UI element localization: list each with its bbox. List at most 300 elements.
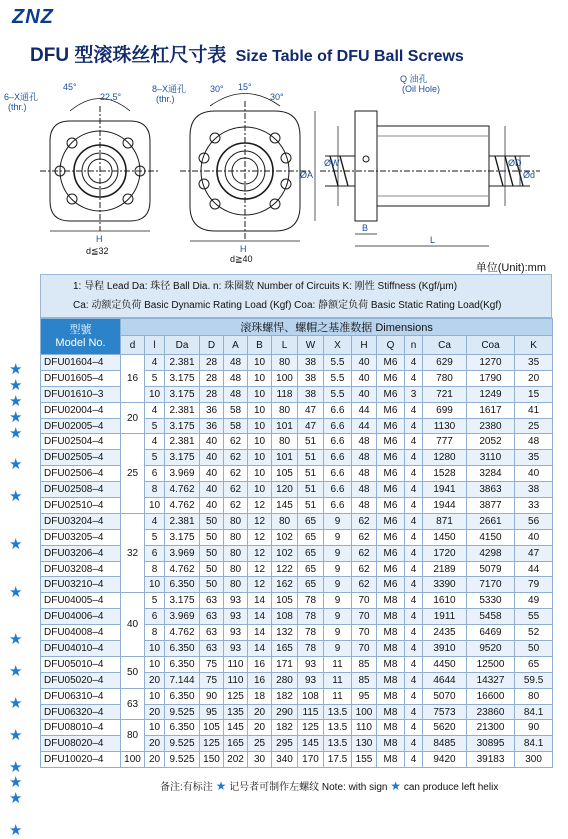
table-cell: 8 <box>145 561 165 577</box>
table-cell: 50 <box>200 577 224 593</box>
diameter-cell: 50 <box>121 656 145 688</box>
footer-text-2: 记号者可制作左螺纹 Note: with sign <box>229 782 388 793</box>
table-cell: M8 <box>377 672 405 688</box>
column-header-d: D <box>200 336 224 355</box>
table-cell: 3.969 <box>165 545 200 561</box>
table-row <box>41 752 553 768</box>
table-cell: 6.350 <box>165 641 200 657</box>
table-cell: 90 <box>200 688 224 704</box>
table-cell: 80 <box>224 545 248 561</box>
table-cell: M6 <box>377 513 405 529</box>
left-angle-1: 45° <box>63 82 77 92</box>
table-cell: 49 <box>515 593 553 609</box>
table-cell: 4 <box>145 402 165 418</box>
table-cell: M8 <box>377 720 405 736</box>
table-cell: 51 <box>298 434 324 450</box>
table-row <box>41 498 553 514</box>
diameter-cell: 16 <box>121 355 145 403</box>
table-cell: 7170 <box>467 577 515 593</box>
table-cell: 9 <box>324 545 352 561</box>
column-header-l: l <box>145 336 165 355</box>
table-cell: 40 <box>515 466 553 482</box>
left-d-label: d≦32 <box>86 246 109 256</box>
table-cell: 18 <box>248 688 272 704</box>
table-cell: 145 <box>298 736 324 752</box>
table-cell: 48 <box>224 355 248 371</box>
table-cell: 9 <box>324 577 352 593</box>
star-icon: ★ <box>9 408 23 426</box>
table-cell: 10 <box>145 656 165 672</box>
table-cell: 11 <box>324 672 352 688</box>
table-cell: M6 <box>377 418 405 434</box>
table-cell: 105 <box>200 720 224 736</box>
table-cell: 75 <box>200 672 224 688</box>
table-cell: 122 <box>272 561 298 577</box>
table-cell: 80 <box>272 402 298 418</box>
table-cell: 20 <box>248 720 272 736</box>
table-cell: 125 <box>200 736 224 752</box>
column-header-l: L <box>272 336 298 355</box>
table-cell: 699 <box>423 402 467 418</box>
model-cell: DFU05010–4 <box>41 656 121 672</box>
table-cell: 4 <box>405 498 423 514</box>
table-cell: 108 <box>272 609 298 625</box>
table-row <box>41 545 553 561</box>
table-cell: 8485 <box>423 736 467 752</box>
table-cell: 4 <box>405 434 423 450</box>
table-cell: 93 <box>298 672 324 688</box>
left-h-label: H <box>96 234 103 244</box>
table-cell: 5330 <box>467 593 515 609</box>
table-cell: 1720 <box>423 545 467 561</box>
table-cell: 120 <box>272 482 298 498</box>
table-cell: 14 <box>248 593 272 609</box>
table-cell: 2189 <box>423 561 467 577</box>
table-row <box>41 704 553 720</box>
diameter-cell: 20 <box>121 402 145 434</box>
table-cell: 63 <box>200 609 224 625</box>
mid-angle-3: 30° <box>270 92 284 102</box>
table-cell: 36 <box>200 418 224 434</box>
table-cell: 4 <box>405 466 423 482</box>
table-cell: 1270 <box>467 355 515 371</box>
table-cell: 4.762 <box>165 482 200 498</box>
table-cell: 1610 <box>423 593 467 609</box>
table-cell: 13.5 <box>324 704 352 720</box>
table-cell: 25 <box>515 418 553 434</box>
legend-box <box>40 274 552 318</box>
model-cell: DFU08010–4 <box>41 720 121 736</box>
title-en: Size Table of DFU Ball Screws <box>235 48 464 65</box>
table-cell: 12 <box>248 498 272 514</box>
star-icon: ★ <box>9 774 23 792</box>
table-cell: 4 <box>405 529 423 545</box>
table-cell: 171 <box>272 656 298 672</box>
table-cell: 21300 <box>467 720 515 736</box>
table-cell: M6 <box>377 577 405 593</box>
column-header-h: H <box>352 336 377 355</box>
table-row <box>41 355 553 371</box>
left-flange-view <box>40 99 160 232</box>
table-cell: 95 <box>352 688 377 704</box>
star-icon: ★ <box>9 663 23 681</box>
table-cell: 4 <box>405 418 423 434</box>
table-cell: 6.6 <box>324 402 352 418</box>
table-cell: 41 <box>515 402 553 418</box>
table-cell: 629 <box>423 355 467 371</box>
table-cell: 5 <box>145 370 165 386</box>
table-cell: 62 <box>224 434 248 450</box>
table-cell: 2380 <box>467 418 515 434</box>
table-cell: 3863 <box>467 482 515 498</box>
table-cell: 4644 <box>423 672 467 688</box>
column-header-a: A <box>224 336 248 355</box>
star-icon: ★ <box>9 361 23 378</box>
footer-star-icon: ★ <box>215 779 227 793</box>
table-cell: 5.5 <box>324 370 352 386</box>
table-cell: 44 <box>515 561 553 577</box>
table-cell: 80 <box>515 688 553 704</box>
model-cell: DFU03208–4 <box>41 561 121 577</box>
table-cell: M8 <box>377 752 405 768</box>
table-cell: 5458 <box>467 609 515 625</box>
table-cell: 65 <box>298 545 324 561</box>
model-cell: DFU10020–4 <box>41 752 121 768</box>
column-header-ca: Ca <box>423 336 467 355</box>
column-header-x: X <box>324 336 352 355</box>
table-cell: 8 <box>145 482 165 498</box>
model-cell: DFU01610–3 <box>41 386 121 402</box>
table-cell: 125 <box>298 720 324 736</box>
table-cell: 4 <box>405 609 423 625</box>
table-cell: 51 <box>298 498 324 514</box>
table-cell: 11 <box>324 688 352 704</box>
table-cell: 4.762 <box>165 561 200 577</box>
table-cell: 65 <box>298 529 324 545</box>
table-cell: 132 <box>272 625 298 641</box>
table-cell: 6.350 <box>165 688 200 704</box>
table-cell: 9.525 <box>165 752 200 768</box>
table-cell: 20 <box>248 704 272 720</box>
table-cell: 9420 <box>423 752 467 768</box>
table-cell: 2.381 <box>165 513 200 529</box>
table-cell: 16600 <box>467 688 515 704</box>
table-cell: 65 <box>298 561 324 577</box>
diameter-cell: 40 <box>121 593 145 657</box>
table-cell: 6 <box>145 466 165 482</box>
table-cell: M6 <box>377 529 405 545</box>
table-cell: 40 <box>200 434 224 450</box>
table-cell: 62 <box>352 577 377 593</box>
table-cell: 70 <box>352 609 377 625</box>
table-cell: M8 <box>377 704 405 720</box>
table-cell: 93 <box>298 656 324 672</box>
dim-a-label: ØA <box>300 170 314 180</box>
table-cell: 30 <box>248 752 272 768</box>
model-cell: DFU02504–4 <box>41 434 121 450</box>
column-header-w: W <box>298 336 324 355</box>
table-cell: 10 <box>248 466 272 482</box>
dim-w-label: ØW <box>324 158 340 168</box>
legend-line-2: Ca: 动额定负荷 Basic Dynamic Rating Load (Kgf) Coa: 静额定负荷 Basic Static Rating Load(Kgf) <box>73 300 502 311</box>
oil-hole-label: Q 油孔 <box>400 74 428 84</box>
table-cell: 290 <box>272 704 298 720</box>
model-header-en: Model No. <box>55 336 106 349</box>
table-cell: 155 <box>352 752 377 768</box>
table-row <box>41 625 553 641</box>
star-icon: ★ <box>9 456 23 474</box>
dim-l-label: L <box>430 235 436 245</box>
star-icon: ★ <box>9 790 23 808</box>
table-cell: 4.762 <box>165 498 200 514</box>
table-cell: 10 <box>248 482 272 498</box>
table-cell: 871 <box>423 513 467 529</box>
table-cell: 79 <box>515 577 553 593</box>
unit-label: 单位(Unit):mm <box>475 262 546 274</box>
table-cell: 108 <box>298 688 324 704</box>
table-cell: 40 <box>200 450 224 466</box>
table-cell: 40 <box>515 529 553 545</box>
mid-h-label: H <box>240 244 247 254</box>
diameter-cell: 100 <box>121 752 145 768</box>
footer-text-3: can produce left helix <box>403 782 499 793</box>
table-cell: 1249 <box>467 386 515 402</box>
table-cell: 4 <box>405 593 423 609</box>
table-cell: 38 <box>515 482 553 498</box>
table-row <box>41 418 553 434</box>
table-cell: 62 <box>352 545 377 561</box>
mid-hole-en: (thr.) <box>156 94 175 104</box>
table-row <box>41 609 553 625</box>
table-cell: 6.6 <box>324 434 352 450</box>
table-cell: 3.175 <box>165 418 200 434</box>
table-cell: 4 <box>405 752 423 768</box>
table-cell: M8 <box>377 625 405 641</box>
table-cell: 62 <box>352 561 377 577</box>
table-cell: 12 <box>248 577 272 593</box>
table-cell: 3.969 <box>165 466 200 482</box>
table-cell: 1941 <box>423 482 467 498</box>
table-cell: 13.5 <box>324 720 352 736</box>
table-cell: 202 <box>224 752 248 768</box>
table-cell: 145 <box>272 498 298 514</box>
table-cell: 7.144 <box>165 672 200 688</box>
table-cell: 63 <box>200 593 224 609</box>
dimensions-header: 滚珠螺悍、螺帽之基准数据 Dimensions <box>121 319 553 336</box>
table-row <box>41 402 553 418</box>
table-cell: 14327 <box>467 672 515 688</box>
table-cell: 170 <box>298 752 324 768</box>
table-cell: 20 <box>515 370 553 386</box>
table-cell: 1790 <box>467 370 515 386</box>
table-cell: 93 <box>224 641 248 657</box>
mid-angle-2: 15° <box>238 82 252 92</box>
spec-table <box>40 318 553 768</box>
table-cell: 780 <box>423 370 467 386</box>
table-cell: 70 <box>352 593 377 609</box>
table-cell: 4150 <box>467 529 515 545</box>
table-cell: 12 <box>248 545 272 561</box>
table-cell: 40 <box>200 466 224 482</box>
table-cell: 6 <box>145 609 165 625</box>
table-cell: 38 <box>298 386 324 402</box>
star-icon: ★ <box>9 488 23 506</box>
table-cell: 340 <box>272 752 298 768</box>
dim-d-small-label: Ød <box>523 170 536 180</box>
model-cell: DFU01605–4 <box>41 370 121 386</box>
column-header-da: Da <box>165 336 200 355</box>
table-cell: 9 <box>324 561 352 577</box>
table-cell: 3.175 <box>165 386 200 402</box>
table-cell: 4.762 <box>165 625 200 641</box>
table-cell: 10 <box>145 641 165 657</box>
table-cell: 10 <box>248 418 272 434</box>
model-cell: DFU04010–4 <box>41 641 121 657</box>
table-cell: 80 <box>272 355 298 371</box>
table-cell: 300 <box>515 752 553 768</box>
model-cell: DFU04005–4 <box>41 593 121 609</box>
table-cell: 3390 <box>423 577 467 593</box>
model-cell: DFU02506–4 <box>41 466 121 482</box>
table-cell: 80 <box>272 434 298 450</box>
column-header-n: n <box>405 336 423 355</box>
table-cell: 50 <box>200 545 224 561</box>
table-cell: 9 <box>324 593 352 609</box>
table-cell: 4 <box>405 720 423 736</box>
table-cell: 40 <box>200 482 224 498</box>
table-cell: 2052 <box>467 434 515 450</box>
table-cell: 20 <box>145 736 165 752</box>
table-cell: 10 <box>248 434 272 450</box>
table-cell: 85 <box>352 656 377 672</box>
dim-dd-label: ØD <box>508 158 522 168</box>
table-cell: 4 <box>145 434 165 450</box>
table-cell: 28 <box>200 370 224 386</box>
table-cell: 4 <box>405 641 423 657</box>
table-cell: 118 <box>272 386 298 402</box>
star-icon: ★ <box>9 694 23 712</box>
table-cell: 4 <box>405 482 423 498</box>
table-cell: 11 <box>324 656 352 672</box>
table-cell: 14 <box>248 625 272 641</box>
table-cell: 78 <box>298 641 324 657</box>
table-cell: 95 <box>200 704 224 720</box>
table-cell: 1450 <box>423 529 467 545</box>
model-cell: DFU03206–4 <box>41 545 121 561</box>
table-cell: 62 <box>352 529 377 545</box>
table-cell: 90 <box>515 720 553 736</box>
table-cell: 3877 <box>467 498 515 514</box>
table-cell: 62 <box>224 450 248 466</box>
table-cell: 14 <box>248 609 272 625</box>
legend-line-1: 1: 导程 Lead Da: 珠径 Ball Dia. n: 珠圈数 Number of Circuits K: 刚性 Stiffness (Kgf/µm) <box>73 281 458 292</box>
star-icon: ★ <box>9 726 23 744</box>
table-cell: 10 <box>248 355 272 371</box>
table-cell: 51 <box>298 466 324 482</box>
table-cell: 12 <box>248 513 272 529</box>
table-cell: 100 <box>272 370 298 386</box>
table-cell: 47 <box>298 402 324 418</box>
table-cell: 80 <box>224 577 248 593</box>
table-row <box>41 386 553 402</box>
footer-note <box>160 778 498 793</box>
table-cell: 80 <box>272 513 298 529</box>
table-cell: 1944 <box>423 498 467 514</box>
table-cell: 2.381 <box>165 355 200 371</box>
table-cell: 50 <box>200 529 224 545</box>
table-cell: 12 <box>248 561 272 577</box>
star-icon: ★ <box>9 424 23 442</box>
table-cell: 110 <box>352 720 377 736</box>
table-cell: 20 <box>145 752 165 768</box>
table-cell: 135 <box>224 704 248 720</box>
table-cell: 182 <box>272 688 298 704</box>
table-cell: 182 <box>272 720 298 736</box>
table-row <box>41 672 553 688</box>
table-cell: 48 <box>352 466 377 482</box>
table-cell: 48 <box>224 386 248 402</box>
table-cell: 40 <box>200 498 224 514</box>
table-cell: 1911 <box>423 609 467 625</box>
table-cell: 145 <box>224 720 248 736</box>
table-cell: 47 <box>298 418 324 434</box>
table-cell: 20 <box>145 672 165 688</box>
table-cell: 105 <box>272 466 298 482</box>
model-cell: DFU06320–4 <box>41 704 121 720</box>
table-cell: 5 <box>145 593 165 609</box>
table-cell: 1617 <box>467 402 515 418</box>
table-cell: 3284 <box>467 466 515 482</box>
table-cell: 58 <box>224 418 248 434</box>
table-cell: 4298 <box>467 545 515 561</box>
table-cell: 4 <box>405 545 423 561</box>
column-header-k: K <box>515 336 553 355</box>
table-cell: 51 <box>298 482 324 498</box>
table-cell: 80 <box>224 513 248 529</box>
table-cell: 65 <box>515 656 553 672</box>
table-cell: 9 <box>324 513 352 529</box>
table-cell: 100 <box>352 704 377 720</box>
model-cell: DFU02005–4 <box>41 418 121 434</box>
table-cell: 10 <box>248 370 272 386</box>
table-cell: 4 <box>405 513 423 529</box>
table-cell: 165 <box>272 641 298 657</box>
table-cell: 4 <box>405 736 423 752</box>
left-hole-label: 6–X通孔 <box>4 92 39 102</box>
table-cell: 75 <box>200 656 224 672</box>
table-cell: 4 <box>405 355 423 371</box>
middle-flange-view <box>180 94 310 242</box>
table-cell: 63 <box>200 641 224 657</box>
model-header-cn: 型號 <box>69 323 92 336</box>
table-cell: 125 <box>224 688 248 704</box>
table-cell: 62 <box>224 466 248 482</box>
footer-text-1: 备注:有标注 <box>160 782 213 793</box>
table-cell: 28 <box>200 355 224 371</box>
table-cell: 10 <box>248 450 272 466</box>
table-cell: 9.525 <box>165 736 200 752</box>
table-cell: 5 <box>145 450 165 466</box>
table-cell: 62 <box>352 513 377 529</box>
table-cell: 6.6 <box>324 498 352 514</box>
table-cell: M6 <box>377 355 405 371</box>
table-cell: 102 <box>272 529 298 545</box>
table-cell: 80 <box>224 529 248 545</box>
table-cell: 4 <box>405 625 423 641</box>
table-cell: M8 <box>377 656 405 672</box>
table-cell: 3.969 <box>165 609 200 625</box>
table-cell: 4 <box>405 704 423 720</box>
